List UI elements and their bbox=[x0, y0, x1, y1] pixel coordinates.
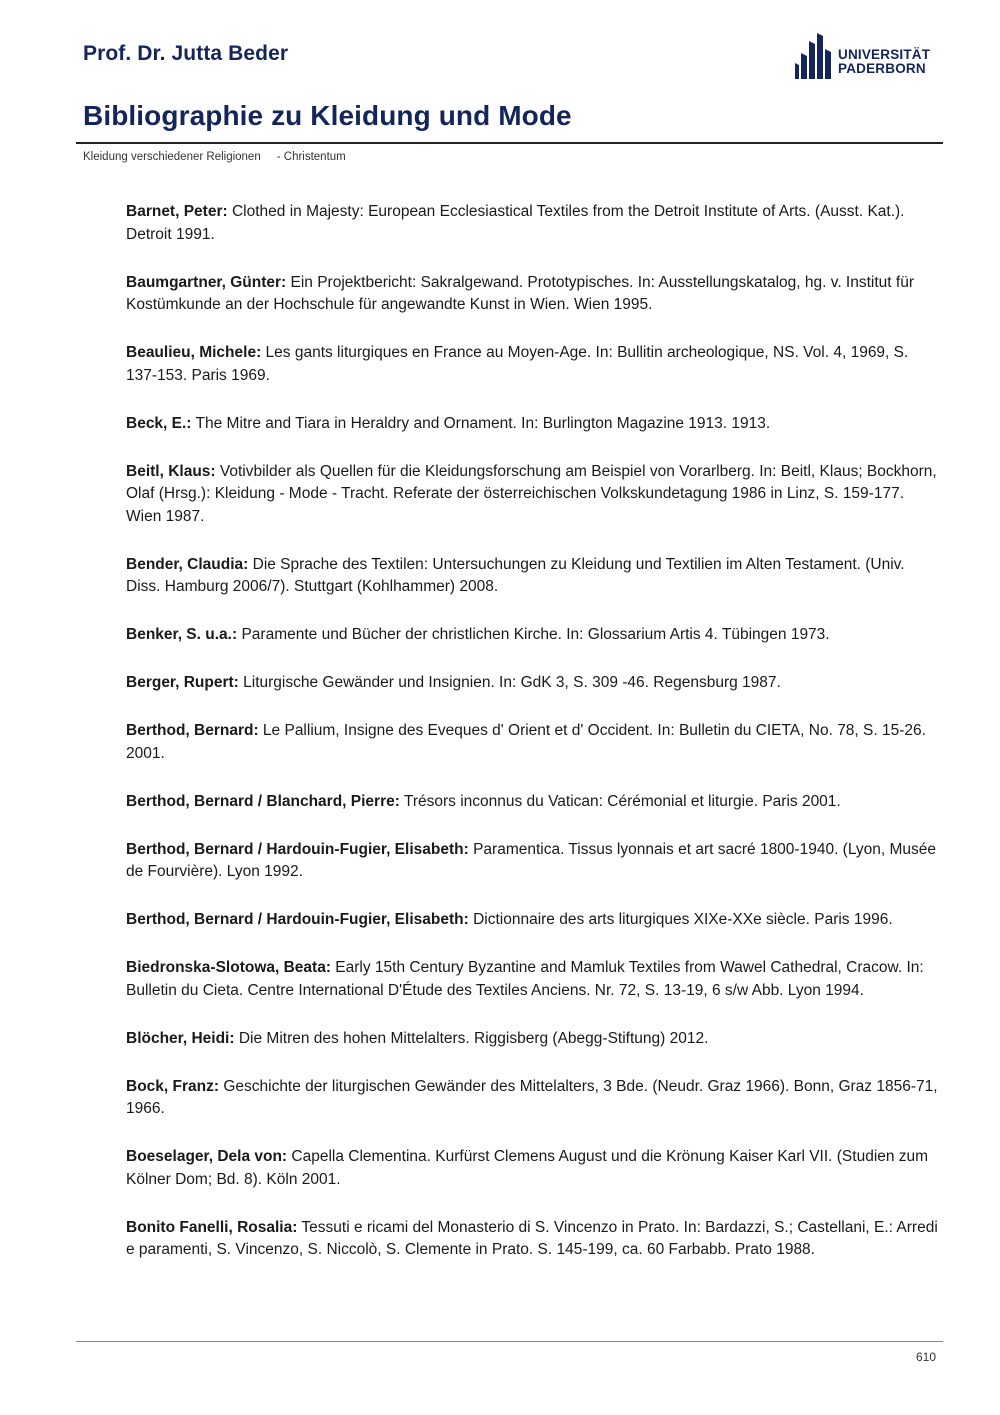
entry-author: Berthod, Bernard / Hardouin-Fugier, Elisabeth: bbox=[126, 840, 469, 858]
bibliography-entry bbox=[126, 1028, 941, 1051]
entry-text: Le Pallium, Insigne des Eveques d' Orient et d' Occident. In: Bulletin du CIETA, No. 78, S. 15-26. 2001. bbox=[126, 722, 926, 762]
entry-text: Dictionnaire des arts liturgiques XIXe-XXe siècle. Paris 1996. bbox=[468, 911, 893, 928]
entry-author: Bock, Franz: bbox=[126, 1077, 220, 1095]
logo-line-1: UNIVERSITÄT bbox=[838, 47, 931, 62]
bibliography-entry bbox=[126, 1146, 941, 1191]
entry-author: Blöcher, Heidi: bbox=[126, 1029, 235, 1047]
bibliography-entry bbox=[126, 909, 941, 932]
entry-author: Berthod, Bernard: bbox=[126, 722, 259, 739]
entry-author: Baumgartner, Günter: bbox=[126, 273, 287, 291]
entry-author: Beitl, Klaus: bbox=[126, 462, 216, 480]
page-title: Bibliographie zu Kleidung und Mode bbox=[83, 100, 572, 131]
university-logo-text bbox=[838, 48, 930, 76]
bibliography-entry bbox=[126, 1217, 941, 1262]
entry-author: Beck, E.: bbox=[126, 414, 192, 432]
author-name: Prof. Dr. Jutta Beder bbox=[83, 42, 289, 65]
entry-author: Bender, Claudia: bbox=[126, 555, 249, 573]
bibliography-entry bbox=[126, 461, 941, 529]
bibliography-entry bbox=[126, 342, 941, 387]
entry-text: Les gants liturgiques en France au Moyen-Age. In: Bullitin archeologique, NS. Vol. 4, 1969, S. 137-153. Paris 1969. bbox=[126, 344, 909, 384]
entry-author: Berthod, Bernard / Blanchard, Pierre: bbox=[126, 792, 400, 810]
entry-text: Early 15th Century Byzantine and Mamluk Textiles from Wawel Cathedral, Cracow. In: Bulletin du Cieta. Centre International D'Étude des Textiles Anciens. Nr. 72, S. 13-19, 6 s/w Abb. Lyon 1994. bbox=[126, 959, 924, 999]
entry-text: Die Mitren des hohen Mittelalters. Riggisberg (Abegg-Stiftung) 2012. bbox=[234, 1029, 709, 1047]
entry-author: Berger, Rupert: bbox=[126, 674, 239, 691]
bibliography-entry bbox=[126, 1076, 941, 1121]
bibliography-entry bbox=[126, 791, 941, 814]
logo-line-2: PADERBORN bbox=[838, 61, 926, 76]
breadcrumb-section: Kleidung verschiedener Religionen bbox=[83, 151, 261, 163]
bibliography-entry bbox=[126, 413, 941, 436]
title-divider bbox=[76, 142, 943, 144]
entry-text: Paramentica. Tissus lyonnais et art sacré 1800-1940. (Lyon, Musée de Fourvière). Lyon 1992. bbox=[126, 840, 937, 880]
entry-text: Die Sprache des Textilen: Untersuchungen zu Kleidung und Textilien im Alten Testament. (Univ. Diss. Hamburg 2006/7). Stuttgart (Kohlhammer) 2008. bbox=[126, 555, 905, 595]
bibliography-entry bbox=[126, 957, 941, 1002]
entry-text: Votivbilder als Quellen für die Kleidungsforschung am Beispiel von Vorarlberg. In: Beitl, Klaus; Bockhorn, Olaf (Hrsg.): Kleidung - Mode - Tracht. Referate der österreichischen Volkskundetagung 1986 in Linz, S. 159-177. Wien 1987. bbox=[126, 462, 937, 525]
bibliography-entry bbox=[126, 720, 941, 765]
entry-author: Benker, S. u.a.: bbox=[126, 626, 238, 643]
entry-text: Capella Clementina. Kurfürst Clemens August und die Krönung Kaiser Karl VII. (Studien zum Kölner Dom; Bd. 8). Köln 2001. bbox=[126, 1148, 929, 1188]
university-logo bbox=[795, 33, 935, 81]
bibliography-entry bbox=[126, 201, 941, 246]
breadcrumb-subsection: - Christentum bbox=[276, 151, 346, 163]
bibliography-entry bbox=[126, 272, 941, 317]
entry-author: Boeselager, Dela von: bbox=[126, 1148, 288, 1165]
page-number: 610 bbox=[915, 1350, 936, 1364]
entry-text: Trésors inconnus du Vatican: Cérémonial et liturgie. Paris 2001. bbox=[399, 792, 841, 810]
bibliography-entry bbox=[126, 839, 941, 884]
footer-divider bbox=[76, 1341, 943, 1342]
bibliography-entry bbox=[126, 624, 941, 647]
breadcrumb bbox=[83, 151, 346, 163]
entry-text: Paramente und Bücher der christlichen Kirche. In: Glossarium Artis 4. Tübingen 1973. bbox=[237, 626, 830, 643]
bibliography-entry bbox=[126, 672, 941, 695]
entry-text: Ein Projektbericht: Sakralgewand. Prototypisches. In: Ausstellungskatalog, hg. v. Institut für Kostümkunde an der Hochschule für angewandte Kunst in Wien. Wien 1995. bbox=[126, 273, 914, 313]
entry-text: Liturgische Gewänder und Insignien. In: GdK 3, S. 309 -46. Regensburg 1987. bbox=[238, 674, 781, 691]
entry-author: Berthod, Bernard / Hardouin-Fugier, Elisabeth: bbox=[126, 911, 469, 928]
university-logo-icon bbox=[795, 33, 833, 81]
entry-text: The Mitre and Tiara in Heraldry and Ornament. In: Burlington Magazine 1913. 1913. bbox=[191, 414, 771, 432]
entry-text: Tessuti e ricami del Monasterio di S. Vincenzo in Prato. In: Bardazzi, S.; Castellani, E.: Arredi e paramenti, S. Vincenzo, S. Niccolò, S. Clemente in Prato. S. 145-199, ca. 60 Farbabb. Prato 1988. bbox=[126, 1218, 938, 1258]
bibliography-list bbox=[126, 201, 941, 1287]
entry-text: Clothed in Majesty: European Ecclesiastical Textiles from the Detroit Institute of Arts. (Ausst. Kat.). Detroit 1991. bbox=[126, 203, 905, 243]
entry-author: Biedronska-Slotowa, Beata: bbox=[126, 959, 331, 976]
entry-author: Bonito Fanelli, Rosalia: bbox=[126, 1218, 298, 1236]
entry-text: Geschichte der liturgischen Gewänder des Mittelalters, 3 Bde. (Neudr. Graz 1966). Bonn, Graz 1856-71, 1966. bbox=[126, 1077, 938, 1117]
entry-author: Barnet, Peter: bbox=[126, 203, 228, 220]
bibliography-entry bbox=[126, 554, 941, 599]
entry-author: Beaulieu, Michele: bbox=[126, 344, 262, 361]
